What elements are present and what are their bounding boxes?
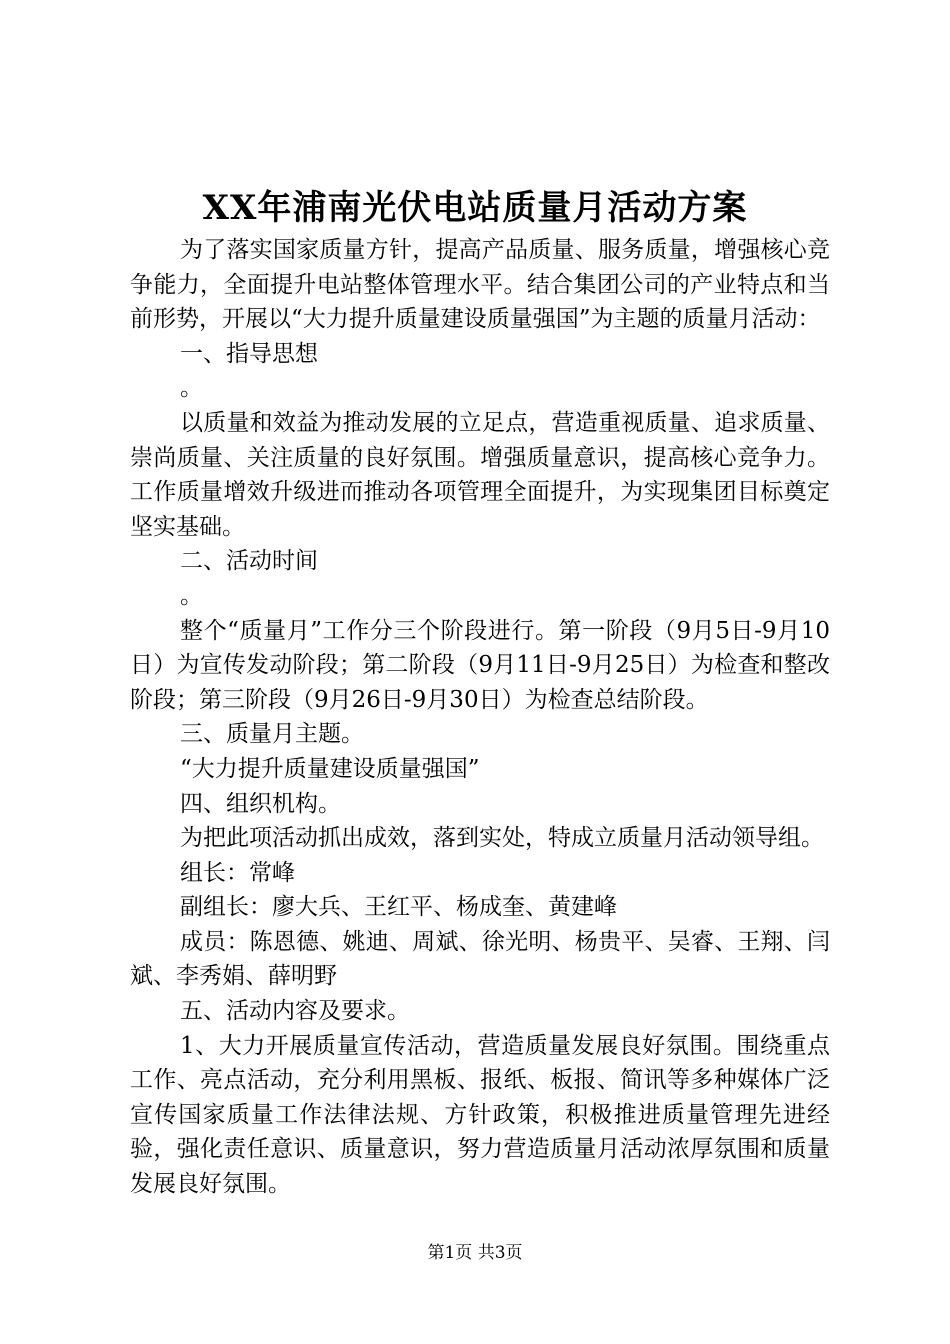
section-heading-content: 五、活动内容及要求。 bbox=[180, 998, 410, 1025]
section-heading-theme: 三、质量月主题。 bbox=[180, 721, 364, 748]
paragraph-period: 。 bbox=[180, 582, 203, 609]
section-heading-guiding-thought: 一、指导思想 bbox=[180, 340, 318, 367]
section-heading-organization: 四、组织机构。 bbox=[180, 790, 341, 817]
paragraph-theme: “大力提升质量建设质量强国” bbox=[180, 755, 480, 782]
paragraph-deputy-leaders: 副组长：廖大兵、王红平、杨成奎、黄建峰 bbox=[180, 894, 617, 921]
paragraph-activity-time: 整个“质量月”工作分三个阶段进行。第一阶段（9月5日-9月10日）为宣传发动阶段；第二阶段（9月11日-9月25日）为检查和整改阶段；第三阶段（9月26日-9月30日）为检查总结阶段。 bbox=[130, 617, 830, 713]
paragraph-intro: 为了落实国家质量方针，提高产品质量、服务质量，增强核心竞争能力，全面提升电站整体管理水平。结合集团公司的产业特点和当前形势，开展以“大力提升质量建设质量强国”为主题的质量月活动： bbox=[130, 237, 830, 333]
paragraph-guiding-thought: 以质量和效益为推动发展的立足点，营造重视质量、追求质量、崇尚质量、关注质量的良好氛围。增强质量意识，提高核心竞争力。工作质量增效升级进而推动各项管理全面提升，为实现集团目标奠定坚实基础。 bbox=[130, 409, 830, 540]
section-heading-activity-time: 二、活动时间 bbox=[180, 548, 318, 575]
paragraph-period: 。 bbox=[180, 375, 203, 402]
page-footer: 第1页 共3页 bbox=[427, 1243, 523, 1263]
document-body bbox=[130, 233, 830, 1202]
paragraph-content-1: 1、大力开展质量宣传活动，营造质量发展良好氛围。围绕重点工作、亮点活动，充分利用黑板、报纸、板报、简讯等多种媒体广泛宣传国家质量工作法律法规、方针政策，积极推进质量管理先进经验，强化责任意识、质量意识，努力营造质量月活动浓厚氛围和质量发展良好氛围。 bbox=[130, 1032, 830, 1198]
document-title: XX年浦南光伏电站质量月活动方案 bbox=[202, 188, 748, 228]
paragraph-members: 成员：陈恩德、姚迪、周斌、徐光明、杨贵平、吴睿、王翔、闫斌、李秀娟、薛明野 bbox=[130, 928, 830, 990]
paragraph-organization: 为把此项活动抓出成效，落到实处，特成立质量月活动领导组。 bbox=[180, 825, 824, 852]
paragraph-leader: 组长：常峰 bbox=[180, 859, 295, 886]
